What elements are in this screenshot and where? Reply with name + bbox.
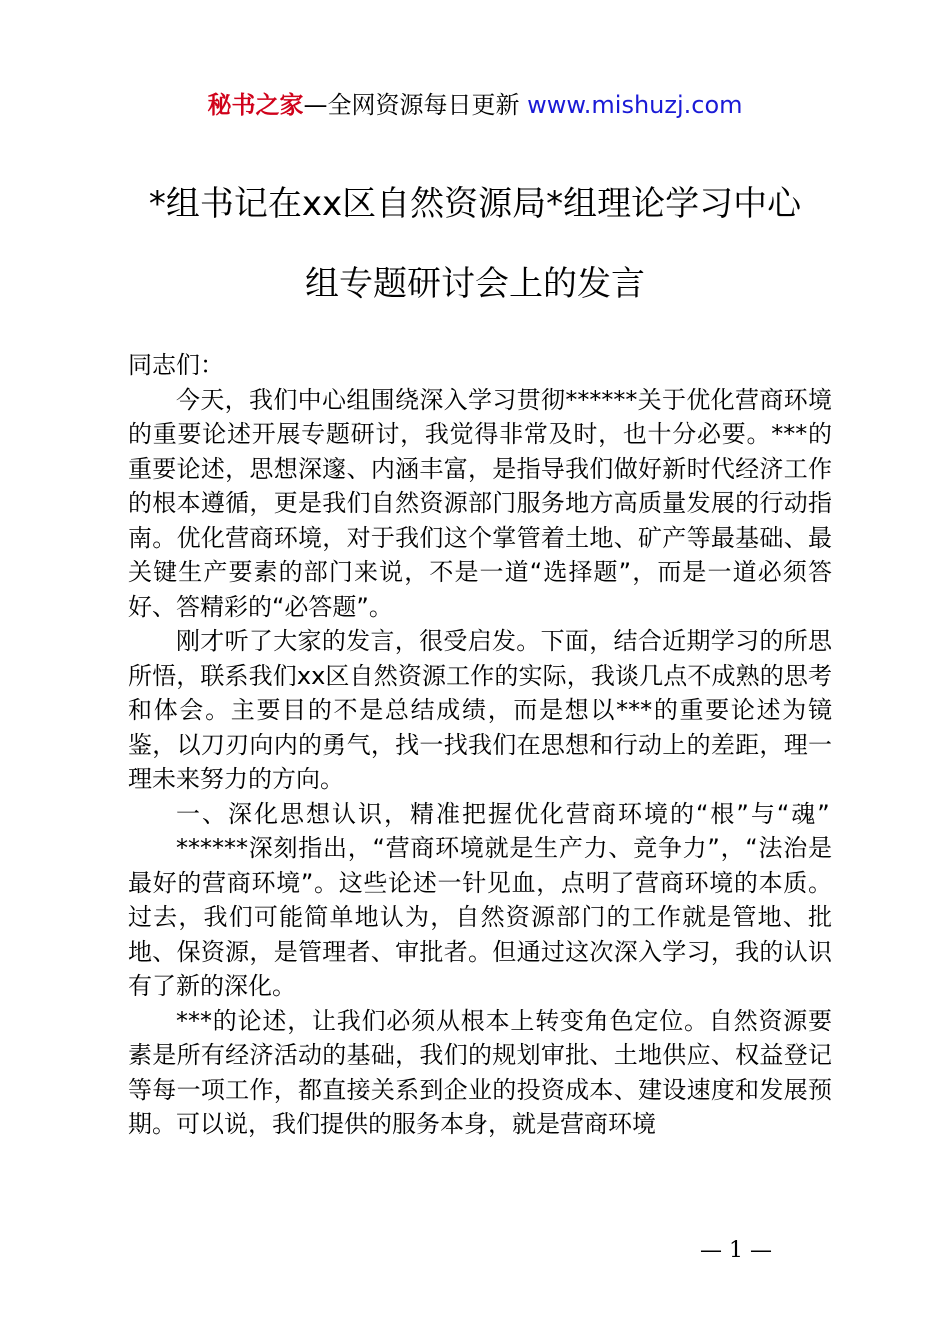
site-header (0, 88, 950, 122)
body-paragraph: 今天，我们中心组围绕深入学习贯彻******关于优化营商环境的重要论述开展专题研讨，我觉得非常及时，也十分必要。***的重要论述，思想深邃、内涵丰富，是指导我们做好新时代经济工作的根本遵循，更是我们自然资源部门服务地方高质量发展的行动指南。优化营商环境，对于我们这个掌管着土地、矿产等最基础、最关键生产要素的部门来说，不是一道“选择题”，而是一道必须答好、答精彩的“必答题”。 (128, 385, 832, 621)
body-paragraph: ******深刻指出，“营商环境就是生产力、竞争力”，“法治是最好的营商环境”。这些论述一针见血，点明了营商环境的本质。过去，我们可能简单地认为，自然资源部门的工作就是管地、批地、保资源，是管理者、审批者。但通过这次深入学习，我的认识有了新的深化。 (128, 834, 832, 1000)
brand-name: 秘书之家 (207, 91, 304, 119)
body-paragraph: ***的论述，让我们必须从根本上转变角色定位。自然资源要素是所有经济活动的基础，我们的规划审批、土地供应、权益登记等每一项工作，都直接关系到企业的投资成本、建设速度和发展预期。可以说，我们提供的服务本身，就是营商环境 (128, 1006, 832, 1138)
salutation: 同志们： (128, 351, 224, 379)
title-line-1: *组书记在xx区自然资源局*组理论学习中心 (148, 184, 802, 224)
site-url-link[interactable]: www.mishuzj.com (527, 91, 743, 119)
body-paragraph: 刚才听了大家的发言，很受启发。下面，结合近期学习的所思所悟，联系我们xx区自然资源工作的实际，我谈几点不成熟的思考和体会。主要目的不是总结成绩，而是想以***的重要论述为镜鉴，以刀刃向内的勇气，找一找我们在思想和行动上的差距，理一理未来努力的方向。 (128, 627, 832, 793)
page-number: — 1 — (700, 1238, 772, 1263)
section-heading-1: 一、深化思想认识，精准把握优化营商环境的“根”与“魂” (176, 799, 832, 828)
document-title (120, 164, 830, 324)
document-body (128, 348, 832, 1142)
header-tagline: —全网资源每日更新 (303, 91, 520, 119)
title-line-2: 组专题研讨会上的发言 (305, 264, 645, 304)
